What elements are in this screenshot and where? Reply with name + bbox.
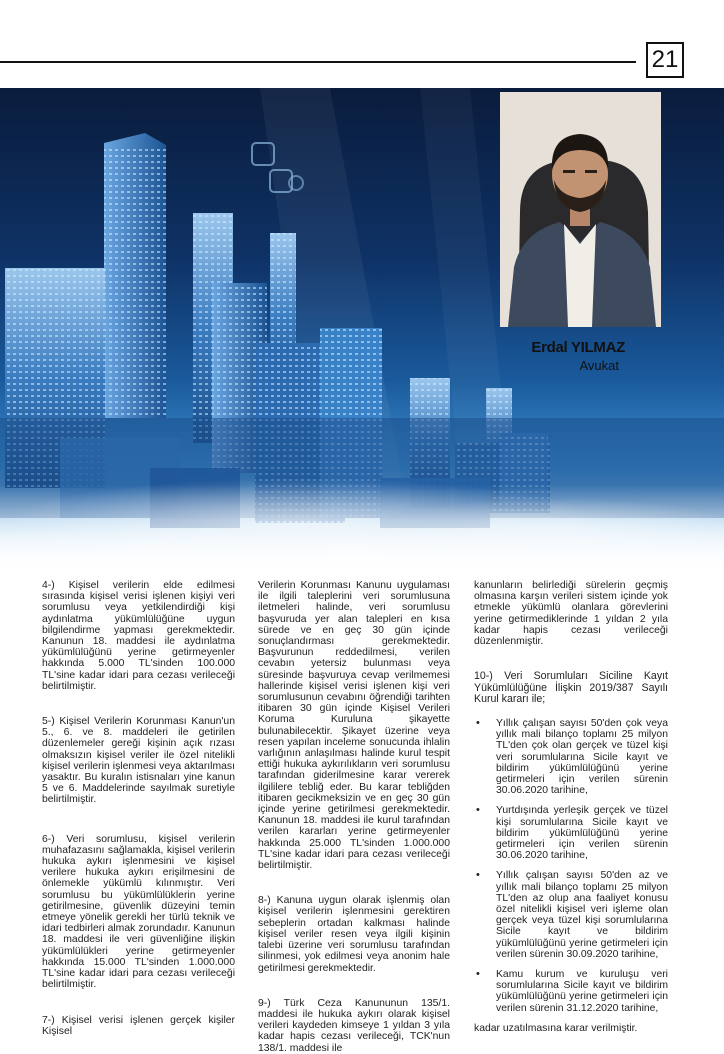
- author-photo: [500, 92, 661, 327]
- bullet-icon: •: [476, 869, 480, 882]
- paragraph-9-cont: kanunların belirlediği sürelerin geçmiş olmasına karşın verileri sistem içinde yok etmekle yükümlü olanlara görevlerini yerine getirmediklerinde 1 yıldan 2 yıla kadar hapis cezası verileceği düzenlenmiştir.: [474, 580, 668, 648]
- text-column-1: [42, 580, 235, 1037]
- deadline-list: [474, 718, 668, 1014]
- text-column-2: [258, 580, 450, 1054]
- closing-line: kadar uzatılmasına karar verilmiştir.: [474, 1022, 638, 1034]
- portrait-illustration: [500, 92, 661, 327]
- bullet-icon: •: [476, 804, 480, 817]
- header-rule: [0, 61, 636, 63]
- paragraph-7-cont: Verilerin Korunması Kanunu uygulaması ile ilgili taleplerini veri sorumlusuna iletmeleri halinde, veri sorumlusu başvuruda yer alan talepleri en kısa sürede ve en geç 30 gün içinde sonuçlandırması gerekmektedir. Başvurunun reddedilmesi, verilen cevabın yetersiz bulunması veya süresinde başvuruya cevap verilmemesi hallerinde kişisel verisi işlenen kişi veri sorumlusunun cevabını öğrendiği tarihten itibaren 30 gün içinde Kişisel Verileri Koruma Kuruluna şikayette bulunabilecektir. Şikayet üzerine veya resen yapılan inceleme sonucunda ihlalin varlığının anlaşılması halinde kurul tespit ettiği hukuka aykırılıkların veri sorumlusu tarafından giderilmesine karar vererek ilgililere tebliğ eder. Bu karar tebliğden itibaren gecikmeksizin ve en geç 30 gün içinde yerine getirilmesi gerekmektedir. Kanunun 18. maddesi ile kurul tarafından verilen kararları yerine getirmeyenler hakkında 25.000 TL'sinden 1.000.000 TL'sine kadar idari para cezası verileceği belirtilmiştir.: [258, 580, 450, 872]
- paragraph-9-start: 9-) Türk Ceza Kanununun 135/1. maddesi ile hukuka aykırı olarak kişisel verileri kaydeden kimseye 1 yıldan 3 yıla kadar hapis cezası verileceği, TCK'nun 138/1. maddesi ile: [258, 997, 450, 1054]
- author-title: Avukat: [579, 358, 619, 373]
- paragraph-8: 8-) Kanuna uygun olarak işlenmiş olan kişisel verilerin işlenmesini gerektiren sebeplerin ortadan kalkması halinde kişisel veriler resen veya ilgili kişinin talebi üzerine veri sorumlusu tarafından silinmesi, yok edilmesi veya anonim hale getirilmesi gerekmektedir.: [258, 895, 450, 974]
- section-10-heading: 10-) Veri Sorumluları Siciline Kayıt Yükümlülüğüne İlişkin 2019/387 Sayılı Kurul kararı ile;: [474, 670, 668, 706]
- text-column-3: [474, 580, 668, 1034]
- list-item: • Yıllık çalışan sayısı 50'den çok veya yıllık mali bilanço toplamı 25 milyon TL'den çok olan gerçek ve tüzel kişi veri sorumlularına Sicile kayıt ve bildirim yükümlülüğünü yerine getirmeleri için verilen sürenin 30.06.2020 tarihine,: [476, 717, 668, 797]
- bullet-icon: •: [476, 968, 480, 981]
- paragraph-6: 6-) Veri sorumlusu, kişisel verilerin muhafazasını sağlamakla, kişisel verilerin hukuka aykırı işlenmesini ve kişisel verilere hukuka aykırı erişilmesini de önlemekle yükümlü kılınmıştır. Veri sorumlusu bu yükümlülüklerin yerine getirilmesine, güvenlik düzeyini temin etmeye yönelik gerekli her türlü teknik ve idari tedbirleri almak zorundadır. Kanunun 18. maddesi ile veri güvenliğine ilişkin yükümlülükleri yerine getirmeyenler hakkında 15.000 TL'sinden 1.000.000 TL'sine kadar idari para cezası verileceği belirtilmiştir.: [42, 833, 235, 991]
- paragraph-5: 5-) Kişisel Verilerin Korunması Kanun'un 5., 6. ve 8. maddeleri ile getirilen düzenlemeler gereği kişinin açık rızası olmaksızın kişisel veriler ile özel nitelikli kişisel verilerin işlenmesi veya aktarılması yasaktır. Bu kuralın istisnaları yine kanun 5 ve 6. Maddelerinde sayılmak suretiyle belirtilmiştir.: [42, 716, 235, 806]
- list-item: • Yurtdışında yerleşik gerçek ve tüzel kişi sorumlularına Sicile kayıt ve bildirim yükümlülüğünü yerine getirmeleri için verilen sürenin 30.06.2020 tarihine,: [476, 804, 668, 862]
- bullet-icon: •: [476, 717, 480, 729]
- list-item: • Kamu kurum ve kuruluşu veri sorumlularına Sicile kayıt ve bildirim yükümlülüğünü yerine getirmeleri için verilen sürenin 31.12.2020 tarihine,: [476, 968, 668, 1014]
- list-item: • Yıllık çalışan sayısı 50'den az ve yıllık mali bilanço toplamı 25 milyon TL'den az olup ana faaliyet konusu özel nitelikli kişisel veri işleme olan gerçek veya tüzel kişi sorumlularına Sicile kayıt ve bildirim yükümlülüğünü yerine getirmeleri için verilen sürenin 30.09.2020 tarihine,: [476, 869, 668, 960]
- page-number: 21: [646, 42, 684, 78]
- paragraph-4: 4-) Kişisel verilerin elde edilmesi sırasında kişisel verisi işlenen kişiyi veri sorumlusu veya yetkilendirdiği kişi aydınlatma yükümlülüğüne uygun bilgilendirme yapması gerekmektedir. Kanunun 18. maddesi ile aydınlatma yükümlülüğünü yerine getirmeyenler hakkında 5.000 TL'sinden 100.000 TL'sine kadar idari para cezası verileceği belirtilmiştir.: [42, 580, 235, 692]
- paragraph-7-start: 7-) Kişisel verisi işlenen gerçek kişiler Kişisel: [42, 1014, 235, 1037]
- hero-fade: [0, 485, 724, 575]
- author-name: Erdal YILMAZ: [531, 339, 625, 356]
